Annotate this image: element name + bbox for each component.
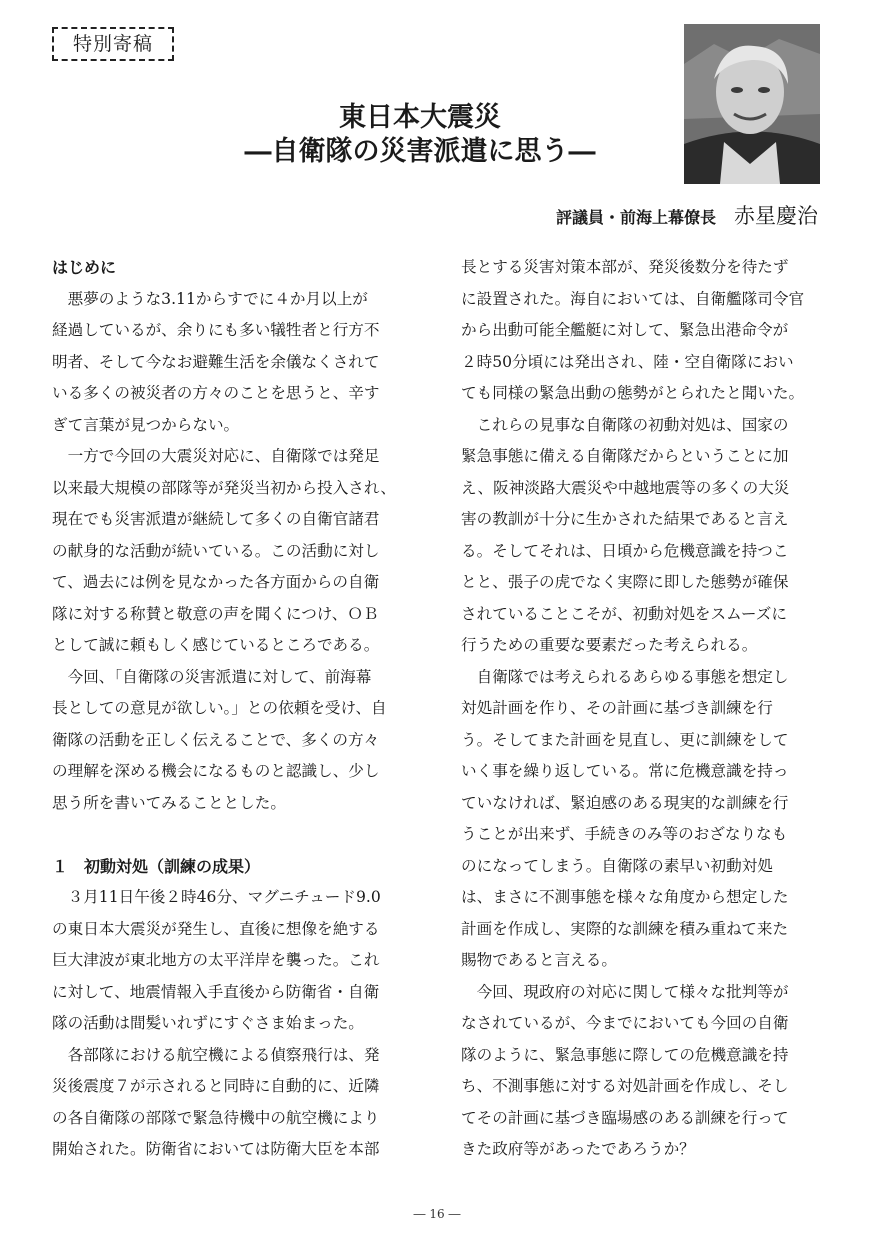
article-title: 東日本大震災 (339, 102, 501, 133)
article-subtitle: ―自衛隊の災害派遣に思う― (244, 136, 596, 167)
text-line: これらの見事な自衛隊の初動対処は、国家の (461, 415, 789, 434)
author-name: 赤星慶治 (734, 204, 818, 228)
text-line: 隊に対する称賛と敬意の声を聞くにつけ、ＯＢ (52, 604, 379, 623)
text-line: る。そしてそれは、日頃から危機意識を持つこ (461, 541, 789, 560)
text-line: 巨大津波が東北地方の太平洋岸を襲った。これ (52, 951, 380, 969)
text-line: の献身的な活動が続いている。この活動に対し (52, 541, 380, 560)
text-line: 計画を作成し、実際的な訓練を積み重ねて来た (461, 919, 789, 938)
section-heading: はじめに (52, 258, 117, 277)
text-line: 悪夢のような3.11からすでに４か月以上が (52, 289, 368, 308)
text-line: きた政府等があったであろうか？ (461, 1140, 695, 1158)
paragraph-gap (52, 819, 412, 851)
text-line: の理解を深める機会になるものと認識し、少し (52, 762, 380, 780)
text-line: え、阪神淡路大震災や中越地震等の多くの大災 (461, 478, 790, 497)
text-line: 今回、「自衛隊の災害派遣に対して、前海幕 (52, 667, 372, 686)
text-line: 長としての意見が欲しい。」との依頼を受け、自 (52, 699, 387, 717)
text-line: 一方で今回の大震災対応に、自衛隊では発足 (52, 447, 380, 465)
page-number: ― 16 ― (413, 1207, 461, 1221)
author-photo (684, 24, 820, 184)
author-byline (556, 200, 818, 230)
text-line: 害の教訓が十分に生かされた結果であると言え (461, 510, 789, 528)
text-line: ２時50分頃には発出され、陸・空自衛隊におい (461, 352, 794, 371)
text-line: 開始された。防衛省においては防衛大臣を本部 (52, 1140, 380, 1158)
text-line: うことが出来ず、手続きのみ等のおざなりなも (461, 825, 788, 843)
text-line: ても同様の緊急出動の態勢がとられたと聞いた。 (461, 384, 805, 402)
text-line: とと、張子の虎でなく実際に即した態勢が確保 (461, 573, 789, 591)
text-line: 隊のように、緊急事態に際しての危機意識を持 (461, 1045, 789, 1064)
text-line: 行うための重要な要素だった考えられる。 (461, 636, 758, 654)
text-line: 思う所を書いてみることとした。 (52, 793, 286, 812)
text-line: ３月11日午後２時46分、マグニチュード9.0 (52, 888, 381, 906)
text-line: 対処計画を作り、その計画に基づき訓練を行 (461, 699, 773, 717)
text-line: ていなければ、緊迫感のある現実的な訓練を行 (461, 793, 789, 812)
text-line: 以来最大規模の部隊等が発災当初から投入され、 (52, 478, 396, 497)
text-line: 自衛隊では考えられるあらゆる事態を想定し (461, 667, 789, 686)
text-line: いく事を繰り返している。常に危機意識を持っ (461, 762, 789, 780)
text-line: に対して、地震情報入手直後から防衛省・自衛 (52, 982, 380, 1001)
text-line: 隊の活動は間髪いれずにすぐさま始まった。 (52, 1014, 364, 1032)
section-heading: １ 初動対処（訓練の成果） (52, 856, 261, 876)
text-line: いる多くの被災者の方々のことを思うと、辛す (52, 384, 380, 402)
text-line: 各部隊における航空機による偵察飛行は、発 (52, 1045, 380, 1064)
text-line: 賜物であると言える。 (461, 951, 617, 969)
text-line: ち、不測事態に対する対処計画を作成し、そし (461, 1077, 789, 1095)
text-line: の各自衛隊の部隊で緊急待機中の航空機により (52, 1108, 380, 1127)
text-line: て、過去には例を見なかった各方面からの自衛 (52, 573, 380, 591)
author-role: 評議員・前海上幕僚長 (555, 208, 716, 227)
text-line: 今回、現政府の対応に関して様々な批判等が (461, 982, 789, 1001)
text-line: 緊急事態に備える自衛隊だからということに加 (461, 447, 789, 465)
text-line: 長とする災害対策本部が、発災後数分を待たず (461, 258, 789, 276)
text-line: 現在でも災害派遣が継続して多くの自衛官諸君 (52, 510, 380, 528)
text-line: は、まさに不測事態を様々な角度から想定した (461, 888, 789, 906)
left-column (52, 252, 412, 1166)
text-line: 衛隊の活動を正しく伝えることで、多くの方々 (52, 730, 380, 749)
text-line: 経過しているが、余りにも多い犠牲者と行方不 (52, 321, 380, 339)
text-line: てその計画に基づき臨場感のある訓練を行って (461, 1108, 789, 1127)
right-column (461, 252, 823, 1166)
text-line: のになってしまう。自衛隊の素早い初動対処 (461, 856, 773, 875)
text-line: から出動可能全艦艇に対して、緊急出港命令が (461, 321, 789, 339)
text-line: されていることこそが、初動対処をスムーズに (461, 604, 787, 623)
text-line: に設置された。海自においては、自衛艦隊司令官 (461, 289, 805, 308)
text-line: として誠に頼もしく感じているところである。 (52, 636, 380, 654)
text-line: 災後震度７が示されると同時に自動的に、近隣 (52, 1077, 380, 1095)
section-tag: 特別寄稿 (52, 27, 174, 61)
text-line: 明者、そして今なお避難生活を余儀なくされて (52, 352, 380, 371)
text-line: なされているが、今までにおいても今回の自衛 (461, 1014, 789, 1032)
text-line: う。そしてまた計画を見直し、更に訓練をして (461, 730, 789, 749)
text-line: の東日本大震災が発生し、直後に想像を絶する (52, 919, 380, 938)
text-line: ぎて言葉が見つからない。 (52, 415, 240, 434)
